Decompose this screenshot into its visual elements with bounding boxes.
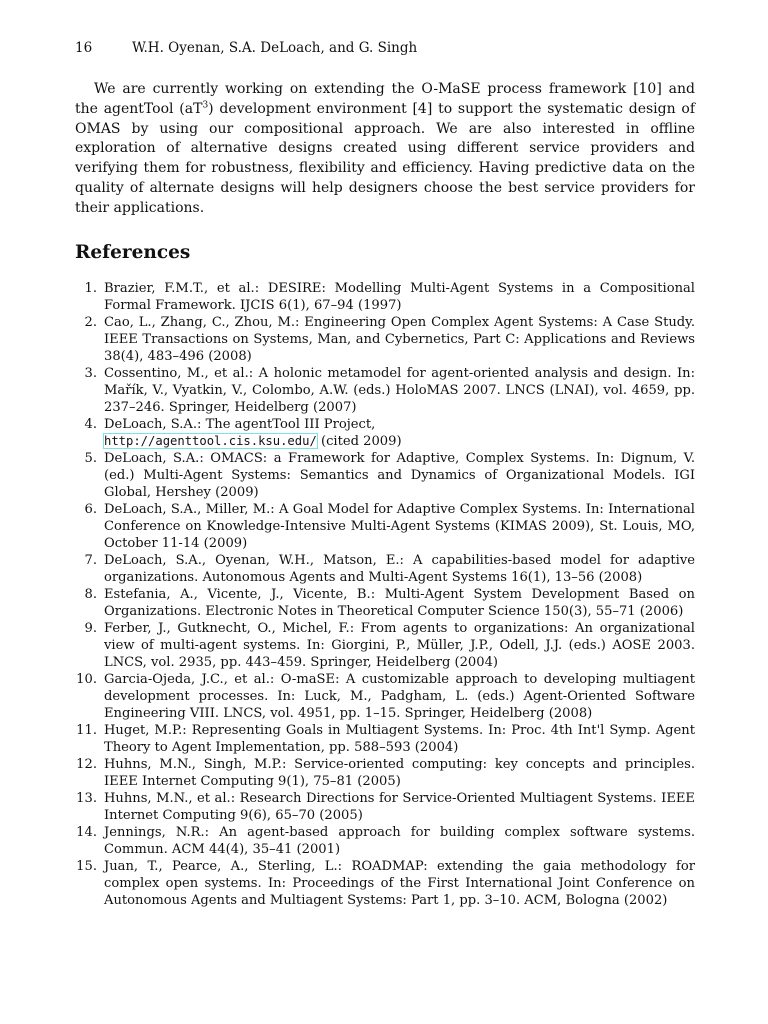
reference-item bbox=[75, 858, 695, 909]
reference-item bbox=[75, 586, 695, 620]
reference-number: 8. bbox=[84, 586, 97, 602]
reference-text: Huget, M.P.: Representing Goals in Multiagent Systems. In: Proc. 4th Int'l Symp. Agent Theory to Agent Implementation, pp. 588–593 (2004) bbox=[104, 722, 695, 755]
reference-text: Cossentino, M., et al.: A holonic metamodel for agent-oriented analysis and design. In: Mařík, V., Vyatkin, V., Colombo, A.W. (eds.) HoloMAS 2007. LNCS (LNAI), vol. 4659, pp. 237–246. Springer, Heidelberg (2007) bbox=[104, 365, 695, 415]
reference-item bbox=[75, 552, 695, 586]
reference-number: 13. bbox=[76, 790, 97, 806]
reference-number: 7. bbox=[84, 552, 97, 568]
reference-item bbox=[75, 824, 695, 858]
reference-item bbox=[75, 756, 695, 790]
reference-text: Jennings, N.R.: An agent-based approach for building complex software systems. Commun. ACM 44(4), 35–41 (2001) bbox=[104, 824, 695, 857]
reference-number: 2. bbox=[84, 314, 97, 330]
reference-text: Cao, L., Zhang, C., Zhou, M.: Engineering Open Complex Agent Systems: A Case Study. IEEE Transactions on Systems, Man, and Cybernetics, Part C: Applications and Reviews 38(4), 483–496 (2008) bbox=[104, 314, 695, 364]
reference-text: DeLoach, S.A.: OMACS: a Framework for Adaptive, Complex Systems. In: Dignum, V. (ed.) Multi-Agent Systems: Semantics and Dynamics of Organizational Models. IGI Global, Hershey (2009) bbox=[104, 450, 695, 500]
reference-item bbox=[75, 416, 695, 450]
references-heading: References bbox=[75, 241, 191, 263]
reference-list bbox=[75, 280, 695, 909]
reference-number: 10. bbox=[76, 671, 97, 687]
reference-number: 1. bbox=[84, 280, 97, 296]
reference-item bbox=[75, 365, 695, 416]
paper-page bbox=[75, 38, 695, 909]
reference-number: 4. bbox=[84, 416, 97, 432]
reference-item bbox=[75, 280, 695, 314]
reference-text: Huhns, M.N., et al.: Research Directions for Service-Oriented Multiagent Systems. IEEE Internet Computing 9(6), 65–70 (2005) bbox=[104, 790, 695, 823]
reference-item bbox=[75, 450, 695, 501]
reference-cited-note: (cited 2009) bbox=[316, 433, 402, 449]
reference-number: 3. bbox=[84, 365, 97, 381]
reference-number: 11. bbox=[76, 722, 97, 738]
reference-number: 14. bbox=[76, 824, 97, 840]
reference-text: Huhns, M.N., Singh, M.P.: Service-oriented computing: key concepts and principles. IEEE Internet Computing 9(1), 75–81 (2005) bbox=[104, 756, 695, 789]
reference-text: Brazier, F.M.T., et al.: DESIRE: Modelling Multi-Agent Systems in a Compositional Formal Framework. IJCIS 6(1), 67–94 (1997) bbox=[104, 280, 695, 313]
running-head bbox=[75, 38, 695, 58]
reference-number: 15. bbox=[76, 858, 97, 874]
reference-text: Garcia-Ojeda, J.C., et al.: O-maSE: A customizable approach to developing multiagent development processes. In: Luck, M., Padgham, L. (eds.) Agent-Oriented Software Engineering VIII. LNCS, vol. 4951, pp. 1–15. Springer, Heidelberg (2008) bbox=[104, 671, 695, 721]
reference-number: 5. bbox=[84, 450, 97, 466]
reference-text: Estefania, A., Vicente, J., Vicente, B.: Multi-Agent System Development Based on Organizations. Electronic Notes in Theoretical Computer Science 150(3), 55–71 (2006) bbox=[104, 586, 695, 619]
intro-text-start: We are currently working on extending the O-MaSE process framework [10] and the agentTool (aT bbox=[75, 81, 695, 117]
reference-item bbox=[75, 671, 695, 722]
reference-item bbox=[75, 620, 695, 671]
intro-paragraph bbox=[75, 80, 695, 219]
intro-superscript: 3 bbox=[202, 100, 209, 111]
reference-text: DeLoach, S.A.: The agentTool III Project, bbox=[104, 416, 376, 432]
reference-number: 6. bbox=[84, 501, 97, 517]
agenttool-url-link[interactable]: http://agenttool.cis.ksu.edu/ bbox=[104, 433, 317, 448]
reference-number: 9. bbox=[84, 620, 97, 636]
reference-item bbox=[75, 314, 695, 365]
reference-text: DeLoach, S.A., Miller, M.: A Goal Model for Adaptive Complex Systems. In: International Conference on Knowledge-Intensive Multi-Agent Systems (KIMAS 2009), St. Louis, MO, October 11-14 (2009) bbox=[104, 501, 695, 551]
intro-text-end: ) development environment [4] to support the systematic design of OMAS by using our compositional approach. We are also interested in offline exploration of alternative designs created using different service providers and verifying them for robustness, flexibility and efficiency. Having predictive data on the quality of alternate designs will help designers choose the best service providers for their applications. bbox=[75, 100, 696, 216]
reference-text: DeLoach, S.A., Oyenan, W.H., Matson, E.: A capabilities-based model for adaptive organizations. Autonomous Agents and Multi-Agent Systems 16(1), 13–56 (2008) bbox=[104, 552, 695, 585]
reference-item bbox=[75, 722, 695, 756]
page-number: 16 bbox=[75, 40, 93, 56]
reference-text: Ferber, J., Gutknecht, O., Michel, F.: From agents to organizations: An organizational view of multi-agent systems. In: Giorgini, P., Müller, J.P., Odell, J.J. (eds.) AOSE 2003. LNCS, vol. 2935, pp. 443–459. Springer, Heidelberg (2004) bbox=[104, 620, 695, 670]
reference-item bbox=[75, 790, 695, 824]
running-head-authors: W.H. Oyenan, S.A. DeLoach, and G. Singh bbox=[132, 40, 418, 56]
reference-number: 12. bbox=[76, 756, 97, 772]
reference-text: Juan, T., Pearce, A., Sterling, L.: ROADMAP: extending the gaia methodology for complex open systems. In: Proceedings of the First International Joint Conference on Autonomous Agents and Multiagent Systems: Part 1, pp. 3–10. ACM, Bologna (2002) bbox=[104, 858, 695, 908]
reference-text-with-link bbox=[104, 416, 695, 450]
reference-item bbox=[75, 501, 695, 552]
